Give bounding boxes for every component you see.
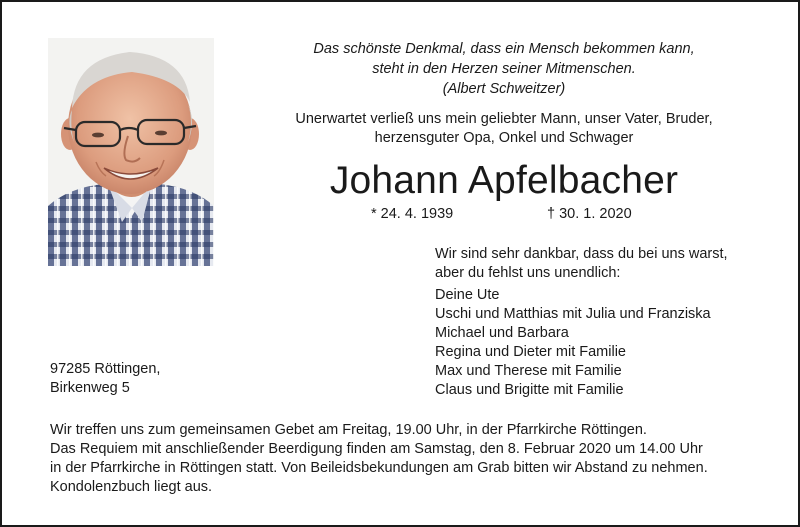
birth-date: * 24. 4. 1939 [371, 206, 454, 222]
portrait-photo [48, 38, 214, 266]
intro-line: herzensguter Opa, Onkel und Schwager [374, 130, 634, 146]
intro-line: Unerwartet verließ uns mein geliebter Mann, unser Vater, Bruder, [295, 111, 713, 127]
service-line: Wir treffen uns zum gemeinsamen Gebet am Freitag, 19.00 Uhr, in der Pfarrkirche Röttingen. [50, 422, 647, 438]
service-line: in der Pfarrkirche in Röttingen statt. Von Beileidsbekundungen am Grab bitten wir Abstand zu nehmen. [50, 460, 708, 476]
mourner-entry: Uschi und Matthias mit Julia und Franziska [435, 306, 711, 322]
mourner-entry: Deine Ute [435, 287, 500, 303]
service-information [50, 421, 770, 497]
quote-author: (Albert Schweitzer) [442, 81, 566, 97]
mourner-entry: Michael und Barbara [435, 325, 569, 341]
mourner-entry: Regina und Dieter mit Familie [435, 344, 626, 360]
address-line: Birkenweg 5 [50, 380, 130, 396]
deceased-name: Johann Apfelbacher [329, 159, 679, 202]
thanks-line: Wir sind sehr dankbar, dass du bei uns warst, [435, 246, 728, 262]
mourners-list [435, 286, 711, 400]
family-address [50, 360, 160, 398]
death-date: † 30. 1. 2020 [547, 206, 632, 222]
memorial-quote [264, 39, 744, 99]
service-line: Das Requiem mit anschließender Beerdigung finden am Samstag, den 8. Februar 2020 um 14.00 Uhr [50, 441, 703, 457]
quote-line: Das schönste Denkmal, dass ein Mensch bekommen kann, [313, 41, 695, 57]
thanks-text [435, 245, 728, 283]
service-line: Kondolenzbuch liegt aus. [50, 479, 213, 495]
thanks-line: aber du fehlst uns unendlich: [435, 265, 621, 281]
address-line: 97285 Röttingen, [50, 361, 161, 377]
mourner-entry: Max und Therese mit Familie [435, 363, 622, 379]
intro-text [264, 110, 744, 148]
quote-line: steht in den Herzen seiner Mitmenschen. [372, 61, 636, 77]
mourner-entry: Claus und Brigitte mit Familie [435, 382, 624, 398]
